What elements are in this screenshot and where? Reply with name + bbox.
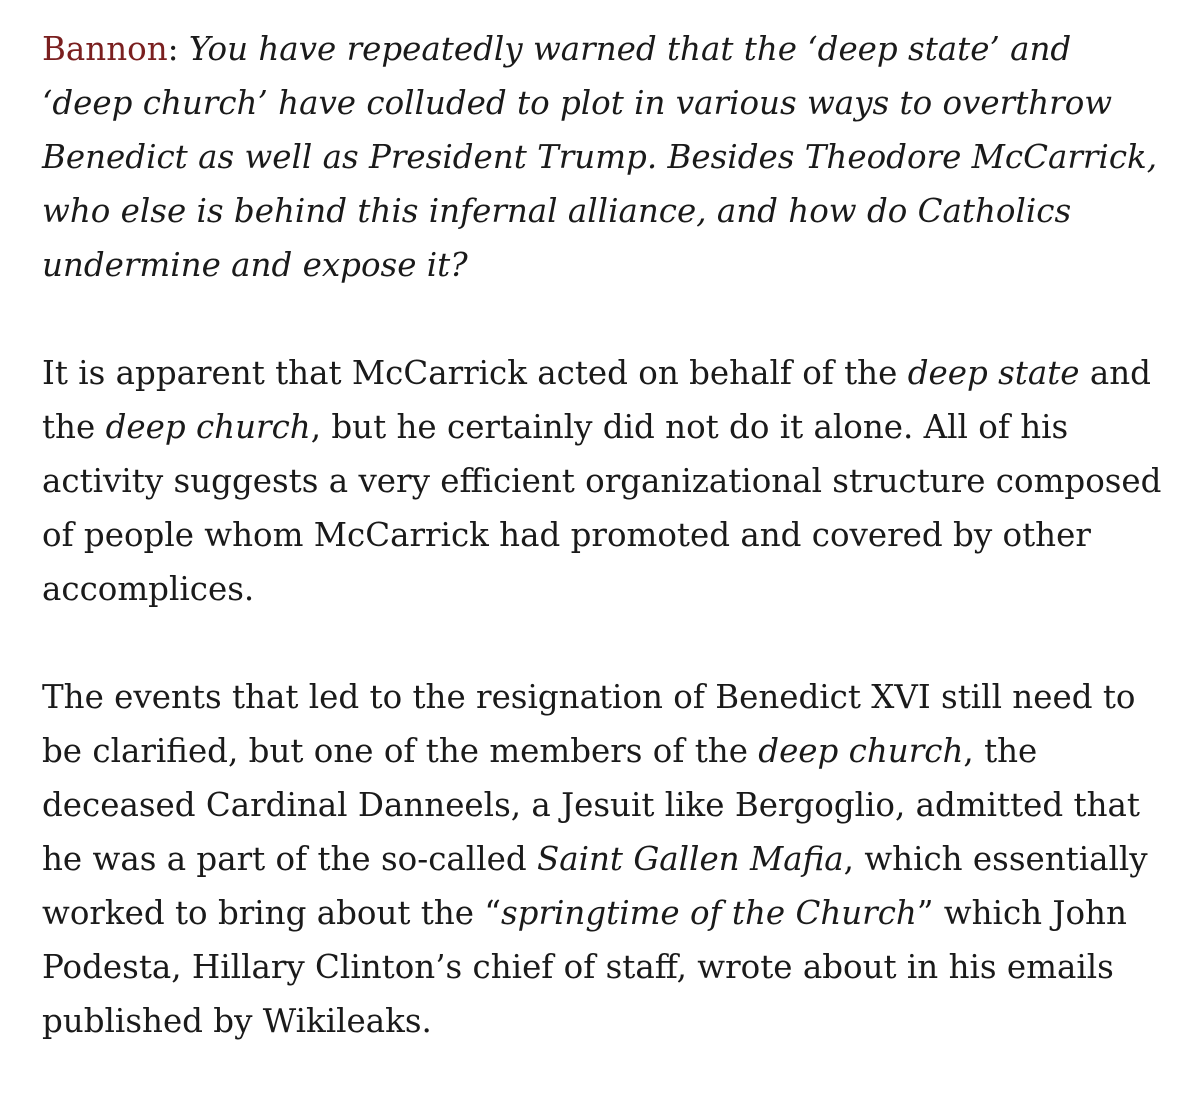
answer2-text-1: The events that led to the resignation of Benedict XVI still need to be clarified, but one of the members of the bbox=[42, 678, 1136, 770]
speaker-separator: : bbox=[167, 30, 189, 68]
answer1-emphasis-deep-state: deep state bbox=[907, 354, 1080, 392]
answer2-text-3: , which essentially worked to bring about the “ bbox=[42, 840, 1148, 932]
answer1-text-3: , but he certainly did not do it alone. All of his activity suggests a very efficient organizational structure composed of people whom McCarrick had promoted and covered by other accomplices. bbox=[42, 408, 1162, 608]
answer1-text-1: It is apparent that McCarrick acted on behalf of the bbox=[42, 354, 908, 392]
answer2-emphasis-deep-church: deep church bbox=[758, 732, 964, 770]
question-text: You have repeatedly warned that the ‘deep state’ and ‘deep church’ have colluded to plot in various ways to overthrow Benedict as well as President Trump. Besides Theodore McCarrick, who else is behind this infernal alliance, and how do Catholics undermine and expose it? bbox=[42, 30, 1158, 284]
answer2-emphasis-springtime: springtime of the Church bbox=[500, 894, 917, 932]
answer1-text-2: and the bbox=[42, 354, 1151, 446]
answer2-text-4: ” which John Podesta, Hillary Clinton’s chief of staff, wrote about in his emails published by Wikileaks. bbox=[42, 894, 1127, 1040]
answer-paragraph-2 bbox=[42, 670, 1167, 1048]
answer2-text-2: , the deceased Cardinal Danneels, a Jesuit like Bergoglio, admitted that he was a part of the so-called bbox=[42, 732, 1140, 878]
speaker-name: Bannon bbox=[42, 30, 168, 68]
question-paragraph bbox=[42, 22, 1167, 292]
answer1-emphasis-deep-church: deep church bbox=[105, 408, 311, 446]
answer2-emphasis-saint-gallen: Saint Gallen Mafia bbox=[536, 840, 844, 878]
article-body bbox=[42, 22, 1167, 1102]
answer-paragraph-1 bbox=[42, 346, 1167, 616]
